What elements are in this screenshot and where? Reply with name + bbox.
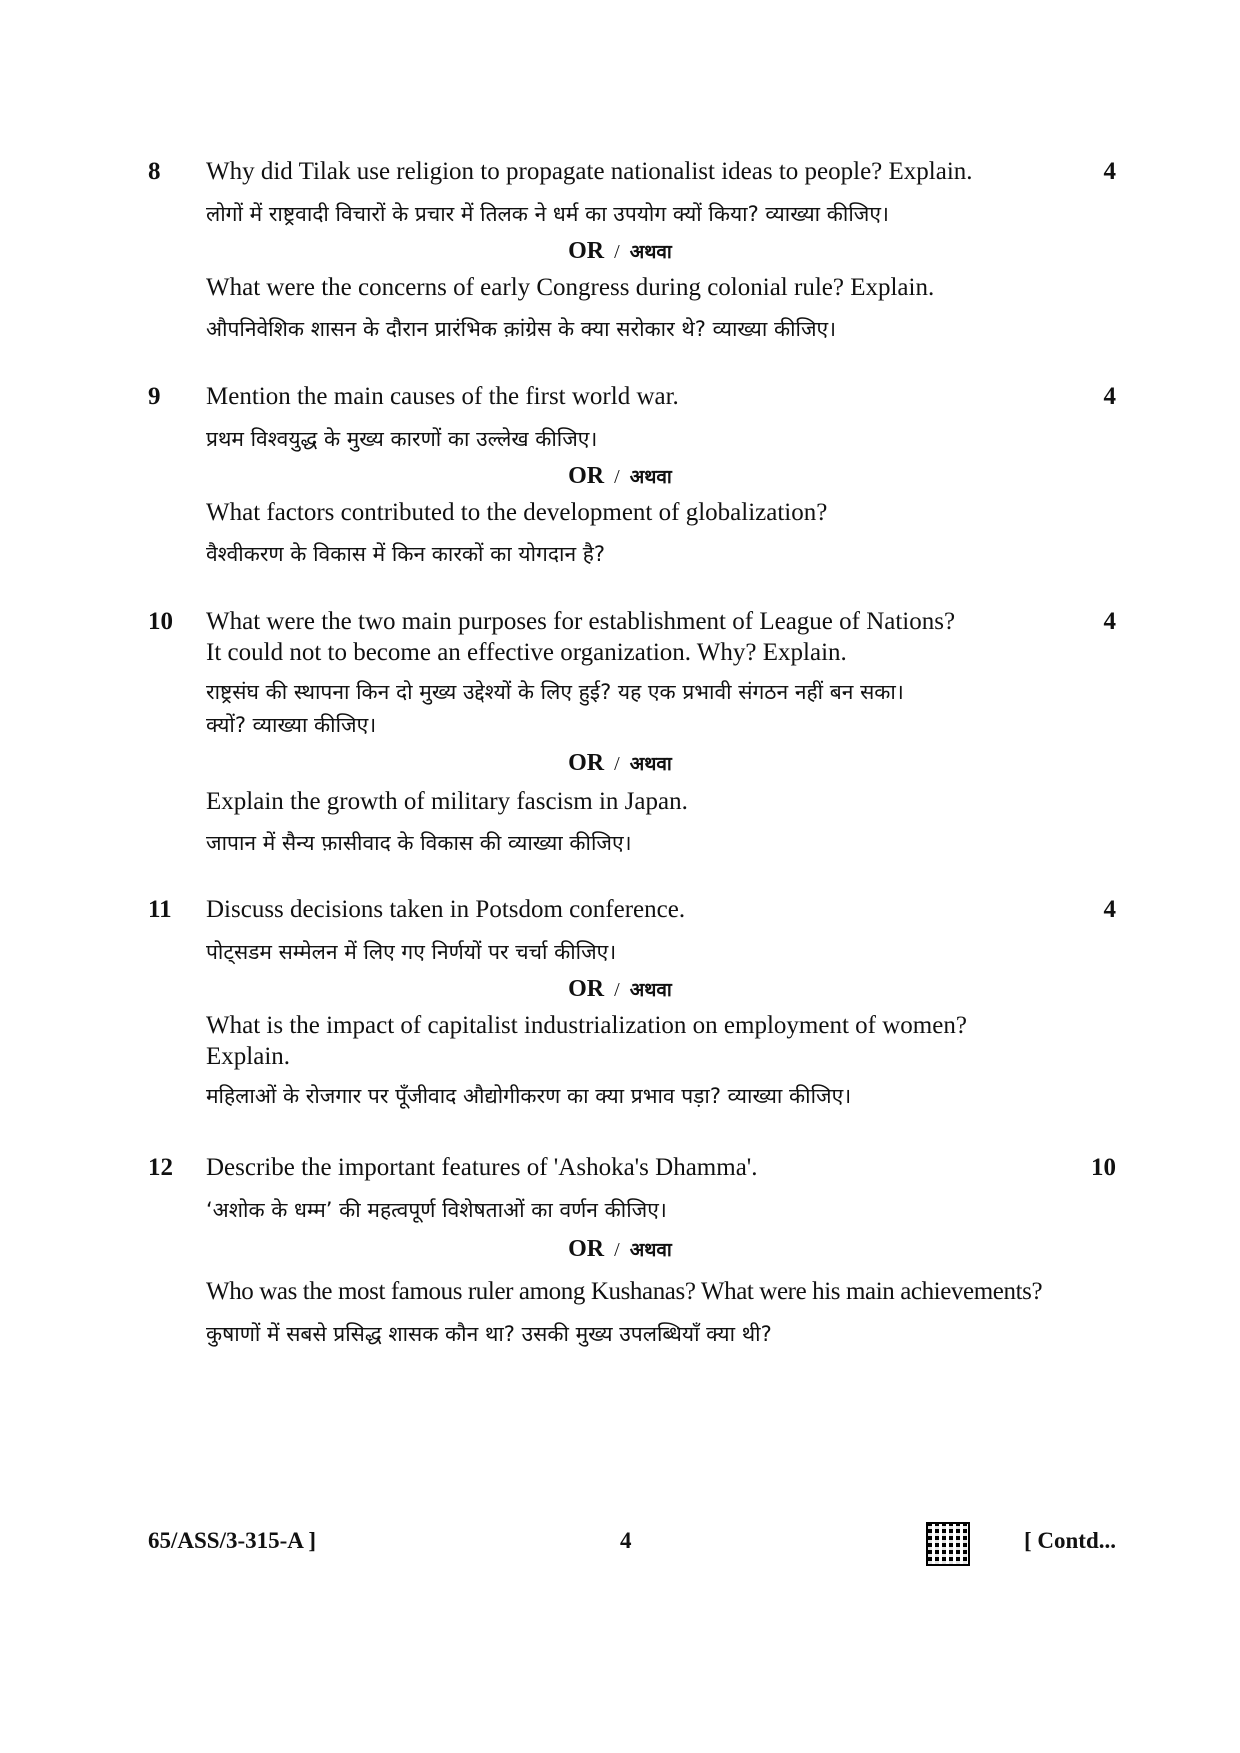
question-text-en-line-2: It could not to become an effective organization. Why? Explain.: [206, 639, 847, 666]
alt-question-text-hi: जापान में सैन्य फ़ासीवाद के विकास की व्याख्या कीजिए।: [206, 831, 632, 855]
or-hindi: अथवा: [629, 979, 672, 1001]
question-number: 12: [148, 1154, 173, 1181]
or-separator: /: [614, 1239, 620, 1261]
or-divider: [0, 238, 1240, 265]
or-divider: [0, 463, 1240, 490]
question-text-en-line-1: What were the two main purposes for establishment of League of Nations?: [206, 608, 956, 635]
question-text-hi-line-2: क्यों? व्याख्या कीजिए।: [206, 713, 377, 737]
question-number: 8: [148, 158, 161, 185]
alt-question-text-en: What factors contributed to the development of globalization?: [206, 499, 828, 526]
alt-question-text-hi: औपनिवेशिक शासन के दौरान प्रारंभिक क़ांग्रेस के क्या सरोकार थे? व्याख्या कीजिए।: [206, 317, 837, 341]
or-divider: [0, 976, 1240, 1003]
question-text-hi: पोट्सडम सम्मेलन में लिए गए निर्णयों पर चर्चा कीजिए।: [206, 940, 617, 964]
or-separator: /: [614, 753, 620, 775]
or-hindi: अथवा: [629, 753, 672, 775]
question-marks: 4: [1103, 383, 1116, 410]
or-separator: /: [614, 241, 620, 263]
or-divider: [0, 1236, 1240, 1263]
question-marks: 4: [1103, 896, 1116, 923]
page-number: 4: [620, 1528, 632, 1553]
question-text-en: Mention the main causes of the first world war.: [206, 383, 679, 410]
question-text-hi: ‘अशोक के धम्म’ की महत्वपूर्ण विशेषताओं का वर्णन कीजिए।: [206, 1198, 667, 1222]
alt-question-text-en: Who was the most famous ruler among Kushanas? What were his main achievements?: [206, 1278, 1043, 1305]
alt-question-text-en: Explain the growth of military fascism in Japan.: [206, 788, 688, 815]
alt-question-text-hi: वैश्वीकरण के विकास में किन कारकों का योगदान है?: [206, 542, 606, 566]
question-marks: 4: [1103, 158, 1116, 185]
question-text-hi: लोगों में राष्ट्रवादी विचारों के प्रचार में तिलक ने धर्म का उपयोग क्यों किया? व्याख्या कीजिए।: [206, 202, 889, 226]
qr-code-icon: [926, 1522, 970, 1566]
paper-code: 65/ASS/3-315-A ]: [148, 1528, 317, 1553]
question-text-en: Describe the important features of 'Ashoka's Dhamma'.: [206, 1154, 758, 1181]
or-label: OR: [568, 463, 605, 489]
question-number: 9: [148, 383, 161, 410]
alt-question-text-en-line-1: What is the impact of capitalist industrialization on employment of women?: [206, 1012, 967, 1039]
or-hindi: अथवा: [629, 241, 672, 263]
or-hindi: अथवा: [629, 466, 672, 488]
or-separator: /: [614, 466, 620, 488]
or-label: OR: [568, 976, 605, 1002]
alt-question-text-en-line-2: Explain.: [206, 1043, 291, 1070]
question-number: 11: [148, 896, 172, 923]
question-marks: 4: [1103, 608, 1116, 635]
alt-question-text-en: What were the concerns of early Congress during colonial rule? Explain.: [206, 274, 935, 301]
alt-question-text-hi: महिलाओं के रोजगार पर पूँजीवाद औद्योगीकरण का क्या प्रभाव पड़ा? व्याख्या कीजिए।: [206, 1084, 852, 1108]
question-number: 10: [148, 608, 173, 635]
question-text-hi-line-1: राष्ट्रसंघ की स्थापना किन दो मुख्य उद्देश्यों के लिए हुई? यह एक प्रभावी संगठन नहीं बन सका।: [206, 680, 904, 704]
or-hindi: अथवा: [629, 1239, 672, 1261]
question-marks: 10: [1091, 1154, 1116, 1181]
or-separator: /: [614, 979, 620, 1001]
alt-question-text-hi: कुषाणों में सबसे प्रसिद्ध शासक कौन था? उसकी मुख्य उपलब्धियाँ क्या थी?: [206, 1322, 772, 1346]
or-label: OR: [568, 750, 605, 776]
or-label: OR: [568, 1236, 605, 1262]
question-text-en: Discuss decisions taken in Potsdom conference.: [206, 896, 686, 923]
continued-label: [ Contd...: [1023, 1528, 1116, 1553]
question-text-hi: प्रथम विश्वयुद्ध के मुख्य कारणों का उल्लेख कीजिए।: [206, 427, 598, 451]
or-divider: [0, 750, 1240, 777]
or-label: OR: [568, 238, 605, 264]
question-text-en: Why did Tilak use religion to propagate nationalist ideas to people? Explain.: [206, 158, 973, 185]
